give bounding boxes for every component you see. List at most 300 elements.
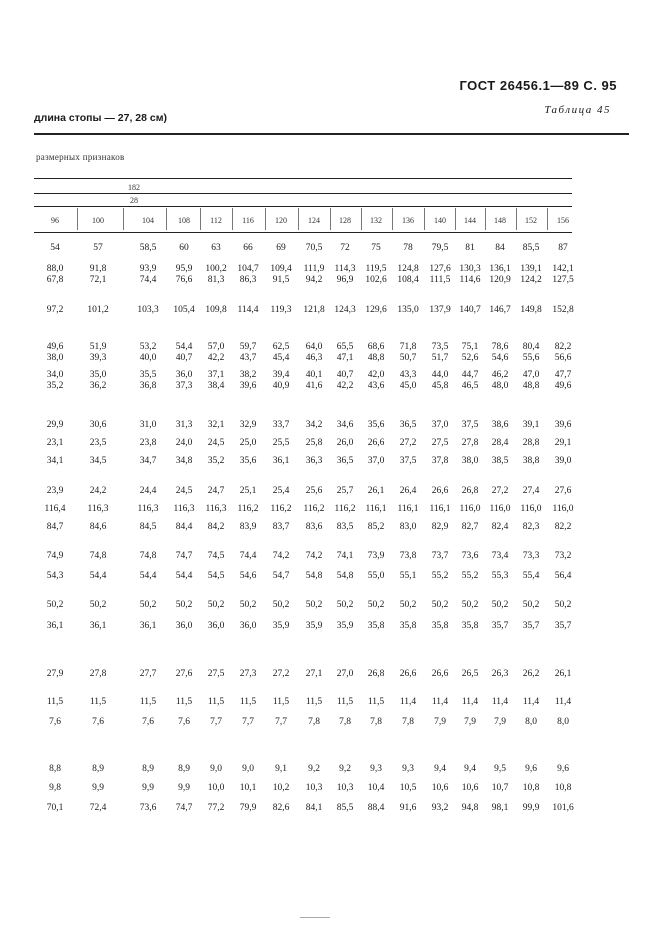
table-cell: 28,4 [491, 438, 509, 448]
table-cell: 26,0 [336, 438, 354, 448]
column-header: 144 [464, 216, 476, 225]
table-cell: 26,6 [399, 669, 417, 679]
table-cell: 130,3 [459, 264, 481, 274]
table-cell: 39,4 [272, 370, 290, 380]
table-cell: 35,6 [367, 420, 385, 430]
table-cell: 83,0 [399, 522, 417, 532]
table-cell: 88,0 [46, 264, 64, 274]
table-cell: 78,6 [491, 342, 509, 352]
column-divider [265, 208, 266, 230]
table-cell: 76,6 [175, 275, 193, 285]
table-cell: 27,6 [554, 486, 572, 496]
table-cell: 35,8 [367, 621, 385, 631]
table-cell: 26,5 [461, 669, 479, 679]
table-cell: 11,5 [239, 697, 257, 707]
table-cell: 116,3 [205, 504, 227, 514]
table-label: Таблица 45 [544, 104, 611, 116]
table-cell: 116,1 [365, 504, 387, 514]
table-cell: 7,9 [494, 717, 506, 727]
table-cell: 137,9 [429, 305, 451, 315]
table-cell: 37,0 [431, 420, 449, 430]
table-cell: 54,4 [175, 571, 193, 581]
table-cell: 26,6 [431, 486, 449, 496]
table-cell: 27,7 [139, 669, 157, 679]
table-cell: 84,1 [305, 803, 323, 813]
table-cell: 10,6 [431, 783, 449, 793]
table-cell: 26,2 [522, 669, 540, 679]
table-cell: 50,2 [272, 600, 290, 610]
table-cell: 56,6 [554, 353, 572, 363]
table-cell: 7,7 [242, 717, 254, 727]
table-cell: 11,4 [491, 697, 509, 707]
table-cell: 7,8 [339, 717, 351, 727]
table-cell: 34,7 [139, 456, 157, 466]
table-cell: 50,2 [46, 600, 64, 610]
column-divider [455, 208, 456, 230]
table-cell: 139,1 [520, 264, 542, 274]
table-cell: 55,0 [367, 571, 385, 581]
table-cell: 70,5 [305, 243, 323, 253]
table-cell: 27,5 [207, 669, 225, 679]
table-cell: 142,1 [552, 264, 574, 274]
table-cell: 60 [179, 243, 189, 253]
table-cell: 36,3 [305, 456, 323, 466]
table-cell: 40,9 [272, 381, 290, 391]
table-cell: 24,0 [175, 438, 193, 448]
table-cell: 11,5 [305, 697, 323, 707]
table-cell: 55,6 [522, 353, 540, 363]
table-cell: 8,8 [49, 764, 61, 774]
table-cell: 63 [211, 243, 221, 253]
table-cell: 9,3 [402, 764, 414, 774]
table-cell: 91,5 [272, 275, 290, 285]
table-cell: 104,7 [237, 264, 259, 274]
table-cell: 73,9 [367, 551, 385, 561]
table-cell: 34,5 [89, 456, 107, 466]
table-cell: 81 [465, 243, 475, 253]
table-cell: 94,8 [461, 803, 479, 813]
table-cell: 74,4 [239, 551, 257, 561]
table-cell: 34,2 [305, 420, 323, 430]
table-cell: 9,6 [525, 764, 537, 774]
divider-rule-3 [34, 206, 572, 207]
table-cell: 73,7 [431, 551, 449, 561]
table-cell: 97,2 [46, 305, 64, 315]
table-cell: 54,8 [336, 571, 354, 581]
column-header: 140 [434, 216, 446, 225]
table-cell: 11,5 [46, 697, 64, 707]
table-cell: 45,0 [399, 381, 417, 391]
table-cell: 85,2 [367, 522, 385, 532]
column-header: 100 [92, 216, 104, 225]
table-cell: 11,4 [554, 697, 572, 707]
table-cell: 41,6 [305, 381, 323, 391]
table-cell: 7,8 [402, 717, 414, 727]
table-cell: 10,8 [522, 783, 540, 793]
table-cell: 36,1 [89, 621, 107, 631]
table-cell: 11,5 [272, 697, 290, 707]
table-cell: 54,6 [239, 571, 257, 581]
table-cell: 56,4 [554, 571, 572, 581]
table-cell: 55,3 [491, 571, 509, 581]
table-cell: 50,2 [239, 600, 257, 610]
table-cell: 9,6 [557, 764, 569, 774]
table-cell: 74,1 [336, 551, 354, 561]
table-cell: 84,5 [139, 522, 157, 532]
table-cell: 95,9 [175, 264, 193, 274]
column-header: 104 [142, 216, 154, 225]
table-cell: 10,2 [272, 783, 290, 793]
table-cell: 74,2 [305, 551, 323, 561]
table-cell: 9,3 [370, 764, 382, 774]
table-cell: 54,8 [305, 571, 323, 581]
table-cell: 7,9 [434, 717, 446, 727]
table-cell: 127,6 [429, 264, 451, 274]
table-cell: 84,7 [46, 522, 64, 532]
table-cell: 9,9 [92, 783, 104, 793]
table-cell: 84,2 [207, 522, 225, 532]
table-cell: 73,2 [554, 551, 572, 561]
column-header: 124 [308, 216, 320, 225]
table-cell: 10,5 [399, 783, 417, 793]
table-cell: 50,2 [399, 600, 417, 610]
table-cell: 29,9 [46, 420, 64, 430]
table-cell: 55,4 [522, 571, 540, 581]
table-cell: 83,5 [336, 522, 354, 532]
table-cell: 37,5 [461, 420, 479, 430]
table-cell: 55,2 [431, 571, 449, 581]
column-divider [516, 208, 517, 230]
table-cell: 39,3 [89, 353, 107, 363]
table-cell: 121,8 [303, 305, 325, 315]
table-cell: 27,2 [399, 438, 417, 448]
table-cell: 65,5 [336, 342, 354, 352]
table-cell: 96,9 [336, 275, 354, 285]
table-cell: 35,7 [522, 621, 540, 631]
footer-mark [300, 917, 330, 918]
table-cell: 35,9 [272, 621, 290, 631]
column-divider [485, 208, 486, 230]
table-cell: 50,2 [207, 600, 225, 610]
table-cell: 45,8 [431, 381, 449, 391]
table-cell: 140,7 [459, 305, 481, 315]
table-cell: 9,2 [339, 764, 351, 774]
table-cell: 88,4 [367, 803, 385, 813]
table-cell: 26,6 [431, 669, 449, 679]
table-cell: 50,7 [399, 353, 417, 363]
table-cell: 25,8 [305, 438, 323, 448]
table-cell: 82,7 [461, 522, 479, 532]
table-cell: 47,7 [554, 370, 572, 380]
table-cell: 8,0 [525, 717, 537, 727]
table-cell: 116,2 [334, 504, 356, 514]
table-cell: 25,6 [305, 486, 323, 496]
table-cell: 62,5 [272, 342, 290, 352]
table-cell: 42,2 [336, 381, 354, 391]
table-cell: 34,6 [336, 420, 354, 430]
table-cell: 9,5 [494, 764, 506, 774]
table-cell: 74,7 [175, 803, 193, 813]
table-cell: 23,1 [46, 438, 64, 448]
divider-rule-1 [34, 178, 572, 179]
table-cell: 49,6 [46, 342, 64, 352]
column-divider [123, 208, 124, 230]
table-cell: 84,6 [89, 522, 107, 532]
table-cell: 46,3 [305, 353, 323, 363]
table-cell: 39,6 [554, 420, 572, 430]
table-cell: 26,6 [367, 438, 385, 448]
table-cell: 10,6 [461, 783, 479, 793]
column-header: 128 [339, 216, 351, 225]
table-cell: 55,2 [461, 571, 479, 581]
table-cell: 86,3 [239, 275, 257, 285]
table-cell: 25,4 [272, 486, 290, 496]
table-cell: 44,0 [431, 370, 449, 380]
table-cell: 82,4 [491, 522, 509, 532]
table-cell: 66 [243, 243, 253, 253]
table-cell: 94,2 [305, 275, 323, 285]
table-cell: 34,1 [46, 456, 64, 466]
table-cell: 35,7 [554, 621, 572, 631]
table-cell: 85,5 [336, 803, 354, 813]
table-cell: 45,4 [272, 353, 290, 363]
table-cell: 35,8 [461, 621, 479, 631]
table-cell: 11,4 [399, 697, 417, 707]
table-cell: 73,6 [139, 803, 157, 813]
table-cell: 26,4 [399, 486, 417, 496]
table-cell: 9,0 [242, 764, 254, 774]
table-cell: 84,4 [175, 522, 193, 532]
table-cell: 11,5 [139, 697, 157, 707]
table-cell: 33,7 [272, 420, 290, 430]
table-cell: 8,9 [142, 764, 154, 774]
table-cell: 35,2 [207, 456, 225, 466]
table-cell: 116,3 [137, 504, 159, 514]
table-cell: 11,4 [522, 697, 540, 707]
table-cell: 25,7 [336, 486, 354, 496]
table-cell: 78 [403, 243, 413, 253]
table-cell: 74,5 [207, 551, 225, 561]
table-cell: 73,4 [491, 551, 509, 561]
table-cell: 74,9 [46, 551, 64, 561]
table-cell: 114,3 [334, 264, 356, 274]
table-cell: 37,3 [175, 381, 193, 391]
table-cell: 48,8 [522, 381, 540, 391]
table-cell: 68,6 [367, 342, 385, 352]
table-cell: 105,4 [173, 305, 195, 315]
column-header: 116 [242, 216, 254, 225]
table-cell: 74,7 [175, 551, 193, 561]
table-cell: 58,5 [139, 243, 157, 253]
table-cell: 74,4 [139, 275, 157, 285]
table-cell: 50,2 [89, 600, 107, 610]
table-cell: 74,2 [272, 551, 290, 561]
column-header: 96 [51, 216, 59, 225]
table-cell: 36,0 [175, 621, 193, 631]
table-cell: 136,1 [489, 264, 511, 274]
table-cell: 28,8 [522, 438, 540, 448]
table-cell: 50,2 [554, 600, 572, 610]
table-cell: 49,6 [554, 381, 572, 391]
table-cell: 7,7 [210, 717, 222, 727]
table-cell: 46,2 [491, 370, 509, 380]
table-cell: 35,0 [89, 370, 107, 380]
table-cell: 34,0 [46, 370, 64, 380]
table-cell: 119,5 [365, 264, 387, 274]
table-cell: 46,5 [461, 381, 479, 391]
table-cell: 9,4 [434, 764, 446, 774]
table-cell: 8,9 [92, 764, 104, 774]
table-cell: 11,5 [207, 697, 225, 707]
table-cell: 43,7 [239, 353, 257, 363]
table-cell: 38,6 [491, 420, 509, 430]
table-cell: 101,2 [87, 305, 109, 315]
table-cell: 27,4 [522, 486, 540, 496]
table-cell: 50,2 [367, 600, 385, 610]
column-divider [298, 208, 299, 230]
column-divider [232, 208, 233, 230]
table-cell: 93,9 [139, 264, 157, 274]
table-cell: 72 [340, 243, 350, 253]
table-cell: 135,0 [397, 305, 419, 315]
table-cell: 57,0 [207, 342, 225, 352]
table-cell: 23,8 [139, 438, 157, 448]
table-cell: 116,2 [270, 504, 292, 514]
table-cell: 26,1 [554, 669, 572, 679]
column-divider [361, 208, 362, 230]
column-divider [392, 208, 393, 230]
table-cell: 35,2 [46, 381, 64, 391]
table-cell: 48,8 [367, 353, 385, 363]
table-cell: 24,5 [175, 486, 193, 496]
table-cell: 36,8 [139, 381, 157, 391]
column-header: 108 [178, 216, 190, 225]
table-cell: 75 [371, 243, 381, 253]
table-cell: 9,2 [308, 764, 320, 774]
table-cell: 54,3 [46, 571, 64, 581]
table-cell: 111,5 [429, 275, 451, 285]
table-cell: 116,0 [552, 504, 574, 514]
table-cell: 30,6 [89, 420, 107, 430]
table-cell: 116,1 [429, 504, 451, 514]
table-cell: 98,1 [491, 803, 509, 813]
table-cell: 7,7 [275, 717, 287, 727]
table-cell: 25,0 [239, 438, 257, 448]
table-cell: 7,6 [49, 717, 61, 727]
table-cell: 83,7 [272, 522, 290, 532]
table-cell: 116,0 [489, 504, 511, 514]
table-cell: 38,0 [46, 353, 64, 363]
table-cell: 37,5 [399, 456, 417, 466]
table-cell: 116,4 [44, 504, 66, 514]
table-cell: 27,8 [89, 669, 107, 679]
table-cell: 102,6 [365, 275, 387, 285]
table-cell: 36,0 [175, 370, 193, 380]
table-cell: 82,6 [272, 803, 290, 813]
table-cell: 116,3 [173, 504, 195, 514]
table-cell: 116,0 [459, 504, 481, 514]
table-cell: 152,8 [552, 305, 574, 315]
table-cell: 29,1 [554, 438, 572, 448]
table-cell: 24,4 [139, 486, 157, 496]
table-cell: 83,6 [305, 522, 323, 532]
table-cell: 36,5 [399, 420, 417, 430]
table-cell: 77,2 [207, 803, 225, 813]
table-cell: 7,6 [178, 717, 190, 727]
table-cell: 35,5 [139, 370, 157, 380]
table-cell: 40,0 [139, 353, 157, 363]
table-cell: 101,6 [552, 803, 574, 813]
table-cell: 71,8 [399, 342, 417, 352]
table-cell: 119,3 [270, 305, 292, 315]
table-cell: 74,8 [139, 551, 157, 561]
table-cell: 27,0 [336, 669, 354, 679]
table-cell: 67,8 [46, 275, 64, 285]
table-cell: 10,4 [367, 783, 385, 793]
table-cell: 27,5 [431, 438, 449, 448]
table-cell: 53,2 [139, 342, 157, 352]
table-cell: 35,6 [239, 456, 257, 466]
table-cell: 52,6 [461, 353, 479, 363]
column-header: 136 [402, 216, 414, 225]
table-cell: 50,2 [431, 600, 449, 610]
table-cell: 91,8 [89, 264, 107, 274]
table-cell: 116,2 [237, 504, 259, 514]
table-cell: 116,3 [87, 504, 109, 514]
table-cell: 70,1 [46, 803, 64, 813]
table-cell: 26,1 [367, 486, 385, 496]
table-cell: 109,4 [270, 264, 292, 274]
divider-rule-2 [34, 193, 572, 194]
table-cell: 103,3 [137, 305, 159, 315]
doc-reference: ГОСТ 26456.1—89 С. 95 [459, 78, 617, 93]
table-cell: 7,6 [92, 717, 104, 727]
table-cell: 124,3 [334, 305, 356, 315]
table-cell: 9,9 [178, 783, 190, 793]
table-cell: 51,7 [431, 353, 449, 363]
table-cell: 149,8 [520, 305, 542, 315]
table-cell: 27,8 [461, 438, 479, 448]
table-cell: 116,1 [397, 504, 419, 514]
table-cell: 72,1 [89, 275, 107, 285]
table-cell: 36,5 [336, 456, 354, 466]
table-cell: 11,5 [336, 697, 354, 707]
table-cell: 23,9 [46, 486, 64, 496]
column-header: 132 [370, 216, 382, 225]
column-header: 152 [525, 216, 537, 225]
table-cell: 26,3 [491, 669, 509, 679]
table-cell: 36,0 [239, 621, 257, 631]
table-cell: 54,4 [175, 342, 193, 352]
table-cell: 48,0 [491, 381, 509, 391]
table-cell: 25,5 [272, 438, 290, 448]
table-cell: 114,4 [237, 305, 259, 315]
table-cell: 31,0 [139, 420, 157, 430]
table-cell: 9,8 [49, 783, 61, 793]
column-header: 112 [210, 216, 222, 225]
divider-rule-4 [34, 232, 572, 233]
table-cell: 47,0 [522, 370, 540, 380]
table-cell: 24,5 [207, 438, 225, 448]
table-cell: 82,2 [554, 342, 572, 352]
table-cell: 10,0 [207, 783, 225, 793]
table-cell: 40,7 [336, 370, 354, 380]
table-cell: 59,7 [239, 342, 257, 352]
table-cell: 11,4 [461, 697, 479, 707]
table-cell: 44,7 [461, 370, 479, 380]
table-cell: 9,4 [464, 764, 476, 774]
table-cell: 35,8 [399, 621, 417, 631]
